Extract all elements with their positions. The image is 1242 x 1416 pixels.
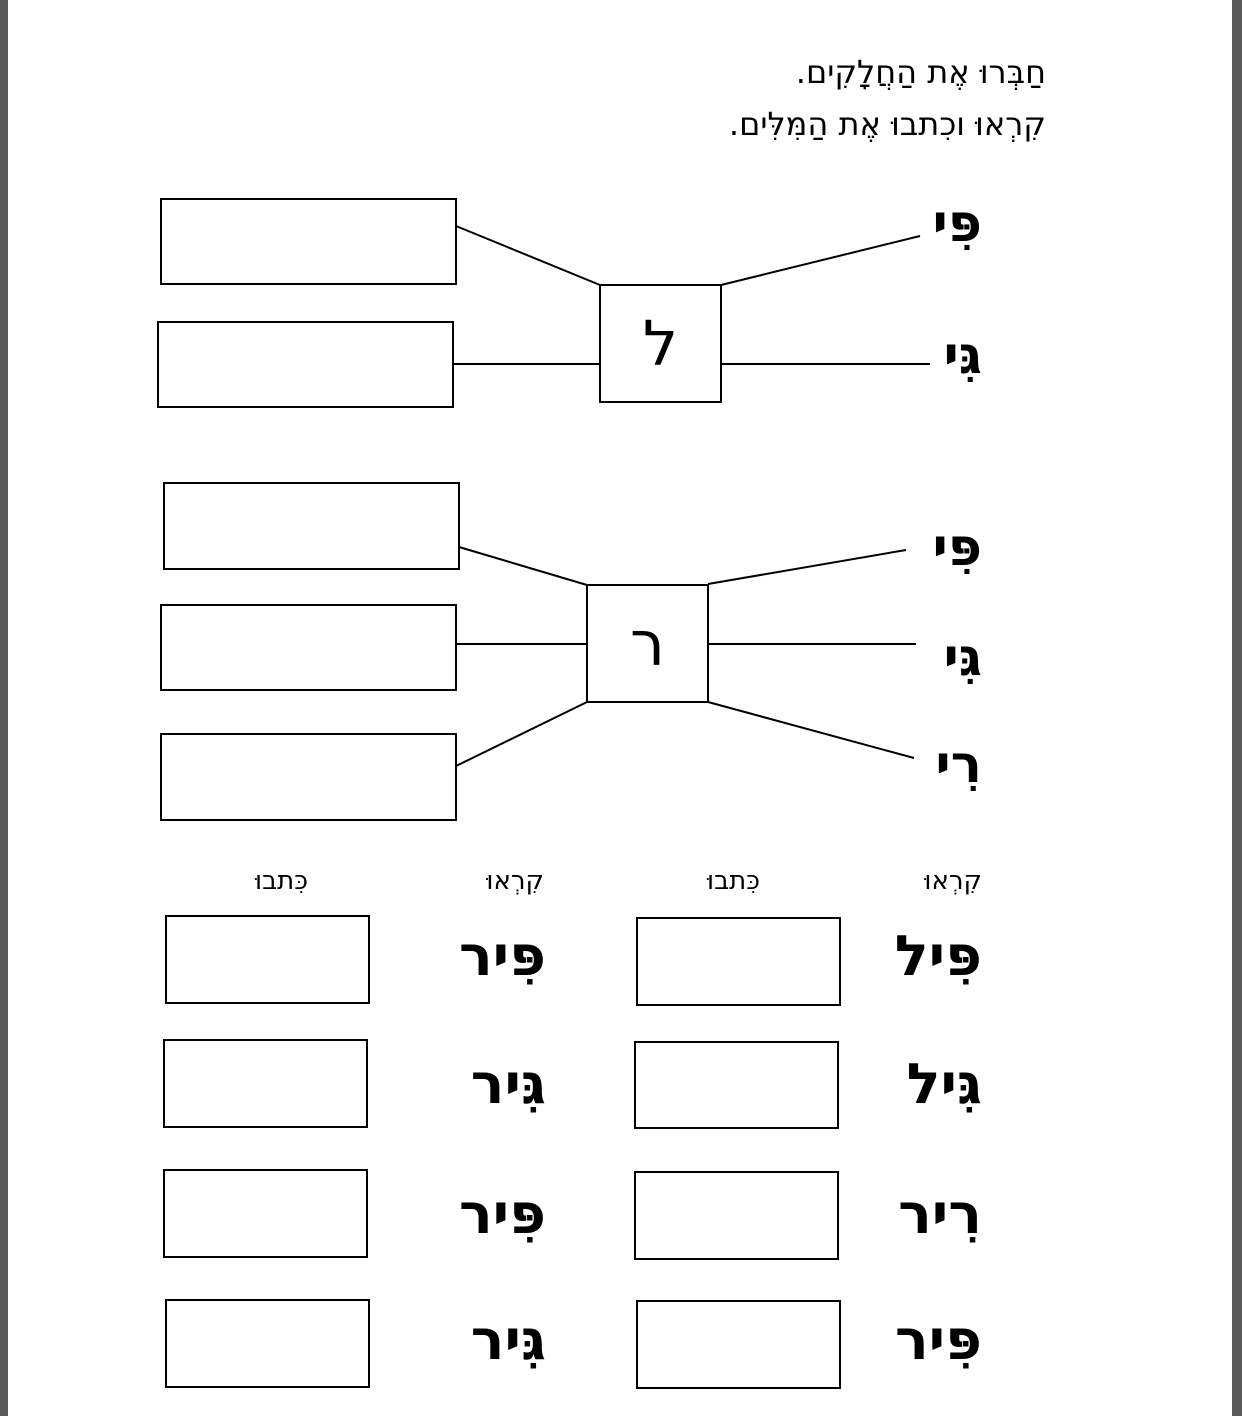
- syllable-ri: רִי: [935, 735, 982, 795]
- syllable-pi: פִּי: [932, 518, 982, 578]
- connector-line: [708, 702, 914, 758]
- answer-box[interactable]: [157, 321, 454, 408]
- letter-hub-resh: ר: [586, 584, 709, 703]
- worksheet-page: [8, 0, 1232, 1416]
- write-header-right: כִּתבוּ: [707, 866, 760, 896]
- write-box[interactable]: [634, 1041, 839, 1129]
- connector-line: [456, 702, 587, 766]
- word-read: פִּיר: [458, 1182, 546, 1247]
- answer-box[interactable]: [160, 604, 457, 691]
- answer-box[interactable]: [160, 733, 457, 821]
- word-read: רִיר: [898, 1182, 982, 1247]
- read-header-left: קִרְאוּ: [486, 866, 544, 896]
- connector-line: [708, 550, 906, 584]
- answer-box[interactable]: [160, 198, 457, 285]
- connector-line: [721, 236, 920, 285]
- write-box[interactable]: [636, 1300, 841, 1389]
- read-header-right: קִרְאוּ: [924, 866, 982, 896]
- write-box[interactable]: [163, 1169, 368, 1258]
- answer-box[interactable]: [163, 482, 460, 570]
- word-read: גִּיר: [470, 1052, 546, 1117]
- connector-line: [456, 226, 600, 285]
- word-read: פִּיר: [894, 1308, 982, 1373]
- word-read: גִּיר: [470, 1308, 546, 1373]
- syllable-gi: גִּי: [943, 628, 982, 688]
- connector-line: [459, 547, 587, 585]
- write-box[interactable]: [163, 1039, 368, 1128]
- write-box[interactable]: [165, 915, 370, 1004]
- word-read: גִּיל: [906, 1052, 982, 1117]
- syllable-pi: פִּי: [932, 194, 982, 254]
- write-box[interactable]: [165, 1299, 370, 1388]
- write-box[interactable]: [634, 1171, 839, 1260]
- write-box[interactable]: [636, 917, 841, 1006]
- instruction-read-write: קִרְאוּ וכִתבוּ אֶת הַמִּלִּים.: [728, 105, 1046, 143]
- write-header-left: כִּתבוּ: [255, 866, 308, 896]
- syllable-gi: גִּי: [943, 326, 982, 386]
- word-read: פִּיר: [458, 924, 546, 989]
- word-read: פִּיל: [894, 924, 982, 989]
- letter-hub-lamed: ל: [599, 284, 722, 403]
- instruction-connect: חַבְּרוּ אֶת הַחֲלָקִים.: [795, 53, 1046, 91]
